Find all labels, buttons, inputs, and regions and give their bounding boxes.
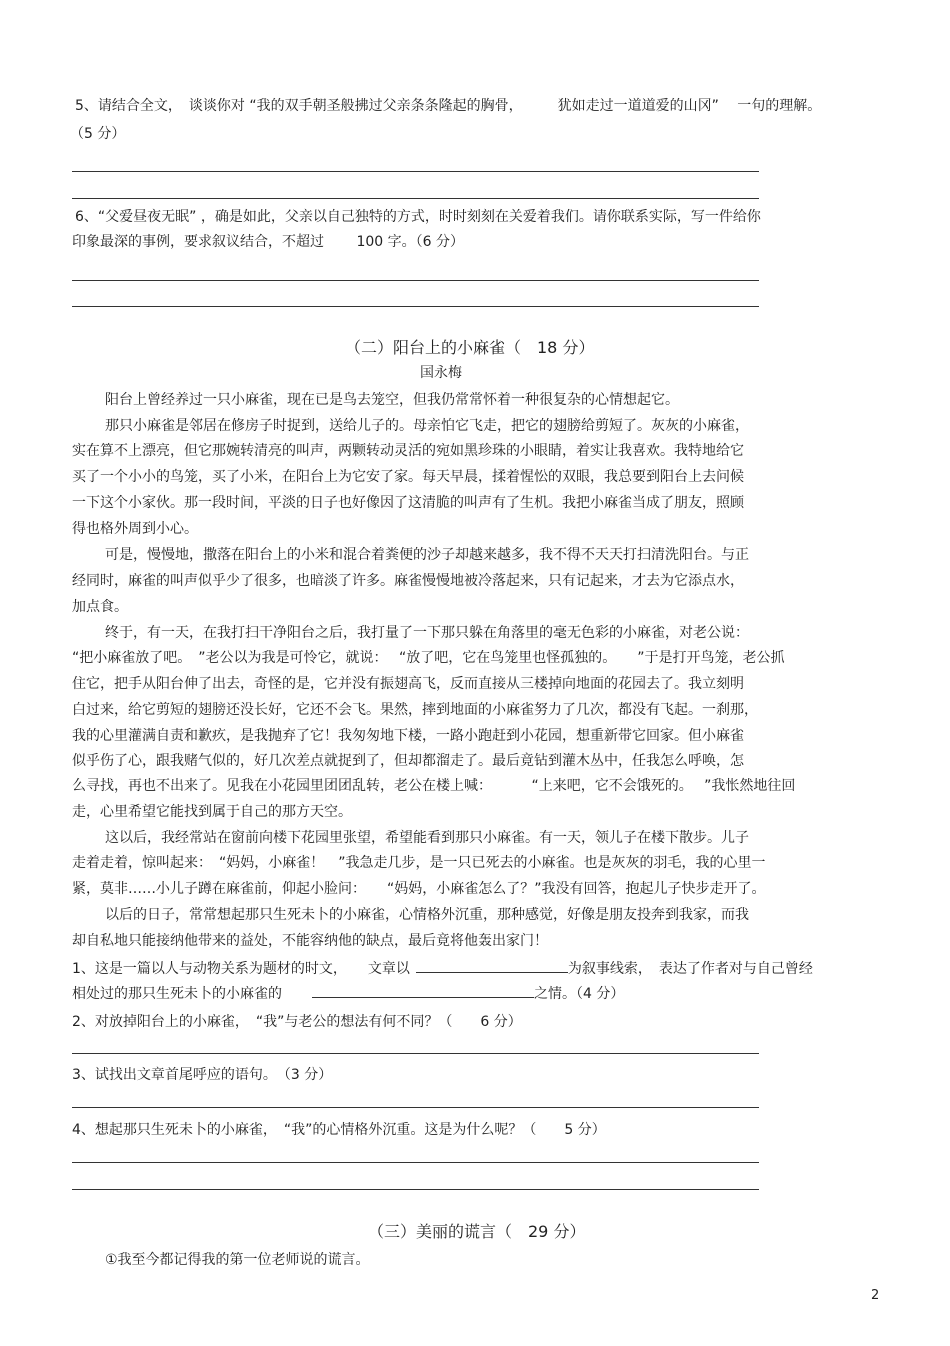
body-line: 那只小麻雀是邻居在修房子时捉到，送给儿子的。母亲怕它飞走，把它的翅膀给剪短了。灰灰的小麻雀， [105, 418, 749, 434]
body-line: 实在算不上漂亮，但它那婉转清亮的叫声，两颗转动灵活的宛如黑珍珠的小眼睛，着实让我喜欢。我特地给它 [72, 443, 744, 459]
body-line: 么寻找，再也不出来了。见我在小花园里团团乱转，老公在楼上喊： “上来吧，它不会饿死的。 ”我怅然地往回 [72, 778, 796, 794]
question-5-line2: （5 分） [70, 126, 126, 142]
answer-line [72, 171, 759, 172]
body-line: 却自私地只能接纳他带来的益处，不能容纳他的缺点，最后竟将他轰出家门！ [72, 933, 548, 949]
section-2-title: （二）阳台上的小麻雀（ 18 分） [345, 338, 595, 357]
fill-in-blank[interactable] [416, 958, 568, 973]
body-line: 加点食。 [72, 599, 128, 615]
question-3: 3、试找出文章首尾呼应的语句。 （3 分） [72, 1067, 333, 1083]
question-4: 4、想起那只生死未卜的小麻雀， “我”的心情格外沉重。这是为什么呢？（ 5 分） [72, 1122, 606, 1138]
body-line: 走，心里希望它能找到属于自己的那方天空。 [72, 804, 352, 820]
body-line: 可是，慢慢地，撒落在阳台上的小米和混合着粪便的沙子却越来越多，我不得不天天打扫清洗阳台。与正 [105, 547, 749, 563]
question-1-text-b: 为叙事线索， 表达了作者对与自己曾经 [567, 961, 813, 977]
answer-line [72, 1107, 759, 1108]
body-line: 紧，莫非……小儿子蹲在麻雀前，仰起小脸问： “妈妈，小麻雀怎么了？”我没有回答，抱起儿子快步走开了。 [72, 881, 766, 897]
question-5-line1: 5、请结合全文， 谈谈你对 “我的双手朝圣般拂过父亲条条隆起的胸骨， 犹如走过一道道爱的山冈” 一句的理解。 [75, 98, 822, 114]
section-3-first-line: ①我至今都记得我的第一位老师说的谎言。 [105, 1252, 370, 1268]
body-line: “把小麻雀放了吧。 ”老公以为我是可怜它，就说： “放了吧，它在鸟笼里也怪孤独的。 ”于是打开鸟笼，老公抓 [72, 650, 785, 666]
question-1-text-c: 相处过的那只生死未卜的小麻雀的 [72, 986, 282, 1002]
question-1-text-d: 之情。（4 分） [534, 986, 625, 1002]
answer-line [72, 306, 759, 307]
question-1-line2 [72, 983, 624, 1004]
body-line: 经同时，麻雀的叫声似乎少了很多，也暗淡了许多。麻雀慢慢地被冷落起来，只有记起来，才去为它添点水， [72, 573, 744, 589]
section-2-author: 国永梅 [420, 365, 462, 381]
section-3-title: （三）美丽的谎言（ 29 分） [368, 1222, 586, 1241]
answer-line [72, 1162, 759, 1163]
body-line: 住它，把手从阳台伸了出去，奇怪的是，它并没有振翅高飞，反而直接从三楼掉向地面的花园去了。我立刻明 [72, 676, 744, 692]
body-line: 我的心里灌满自责和歉疚，是我抛弃了它！我匆匆地下楼，一路小跑赶到小花园，想重新带它回家。但小麻雀 [72, 728, 744, 744]
fill-in-blank[interactable] [312, 983, 534, 998]
question-1-text-a: 1、这是一篇以人与动物关系为题材的时文， 文章以 [72, 961, 410, 977]
answer-line [72, 1053, 759, 1054]
answer-line [72, 280, 759, 281]
question-2: 2、对放掉阳台上的小麻雀， “我”与老公的想法有何不同？（ 6 分） [72, 1014, 522, 1030]
answer-line [72, 1189, 759, 1190]
body-line: 买了一个小小的鸟笼，买了小米，在阳台上为它安了家。每天早晨，揉着惺忪的双眼，我总要到阳台上去问候 [72, 469, 744, 485]
page-number: 2 [871, 1288, 880, 1303]
body-line: 终于，有一天，在我打扫干净阳台之后，我打量了一下那只躲在角落里的毫无色彩的小麻雀，对老公说： [105, 625, 749, 641]
body-line: 走着走着，惊叫起来： “妈妈，小麻雀！ ”我急走几步，是一只已死去的小麻雀。也是灰灰的羽毛，我的心里一 [72, 855, 766, 871]
question-6-line2: 印象最深的事例，要求叙议结合，不超过 100 字。（6 分） [72, 234, 464, 250]
body-line: 白过来，给它剪短的翅膀还没长好，它还不会飞。果然，摔到地面的小麻雀努力了几次，都没有飞起。一刹那， [72, 702, 758, 718]
body-line: 似乎伤了心，跟我赌气似的，好几次差点就捉到了，但却都溜走了。最后竟钻到灌木丛中，任我怎么呼唤，怎 [72, 753, 744, 769]
question-1-line1 [72, 958, 813, 979]
body-line: 以后的日子，常常想起那只生死未卜的小麻雀，心情格外沉重，那种感觉，好像是朋友投奔到我家，而我 [105, 907, 749, 923]
body-line: 得也格外周到小心。 [72, 521, 198, 537]
body-line: 一下这个小家伙。那一段时间，平淡的日子也好像因了这清脆的叫声有了生机。我把小麻雀当成了朋友，照顾 [72, 495, 744, 511]
body-line: 阳台上曾经养过一只小麻雀，现在已是鸟去笼空，但我仍常常怀着一种很复杂的心情想起它。 [105, 392, 679, 408]
question-6-line1: 6、“父爱昼夜无眠” ，确是如此，父亲以自己独特的方式，时时刻刻在关爱着我们。请你联系实际，写一件给你 [75, 209, 761, 225]
body-line: 这以后，我经常站在窗前向楼下花园里张望，希望能看到那只小麻雀。有一天，领儿子在楼下散步。儿子 [105, 830, 749, 846]
answer-line [72, 198, 759, 199]
